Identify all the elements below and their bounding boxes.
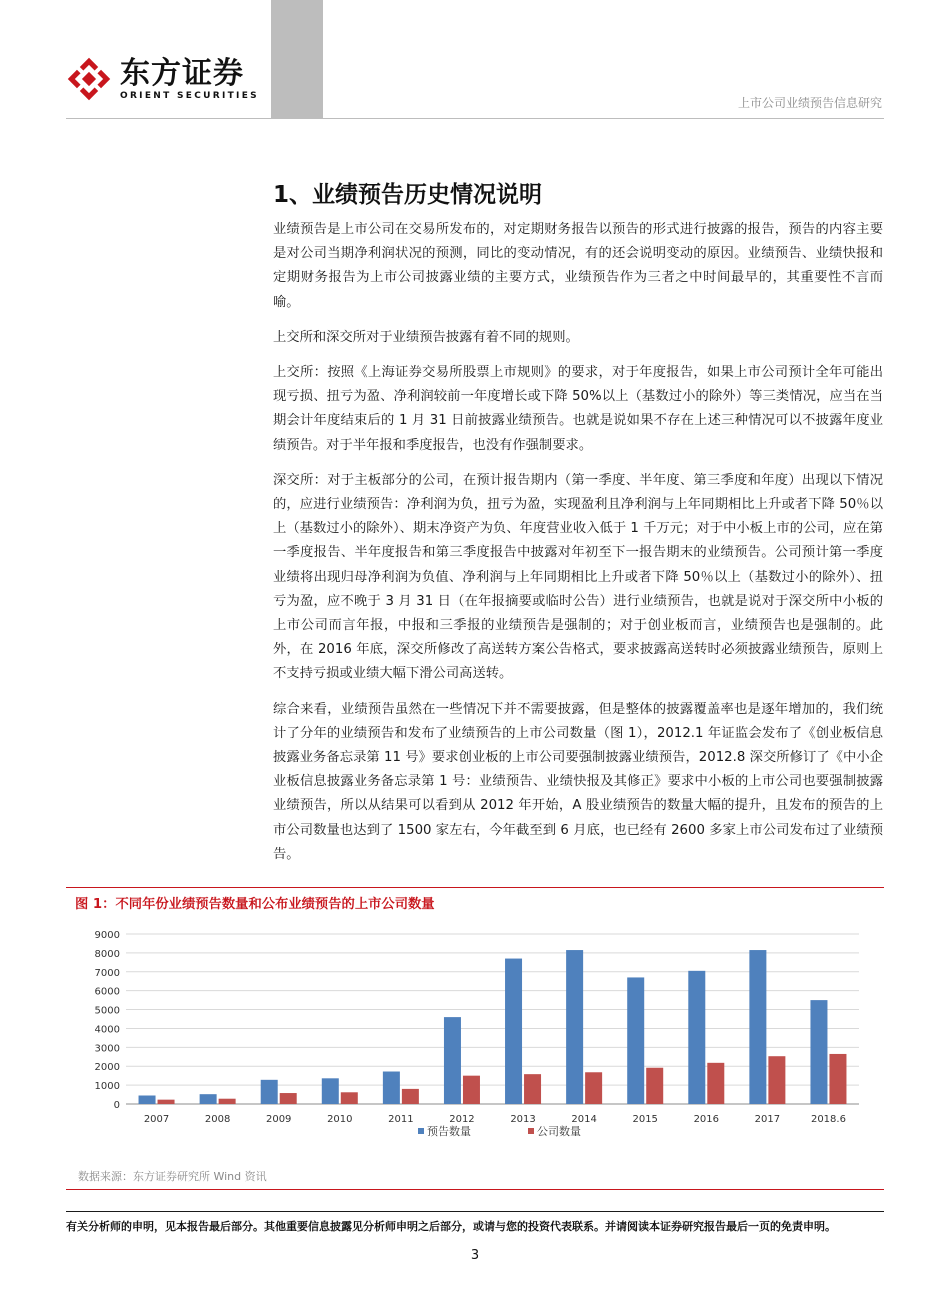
bar-company-count [219,1099,236,1104]
y-tick-label: 8000 [94,948,120,960]
legend-swatch [528,1128,534,1134]
x-tick-label: 2018.6 [810,1114,846,1125]
y-tick-label: 7000 [94,967,120,979]
bar-forecast-count [322,1078,339,1104]
legend-label: 预告数量 [427,1125,471,1138]
bar-company-count [402,1089,419,1104]
bar-forecast-count [566,950,583,1104]
logo-english-name: ORIENT SECURITIES [120,90,259,101]
y-tick-label: 4000 [94,1024,120,1036]
paragraph: 上交所和深交所对于业绩预告披露有着不同的规则。 [273,329,579,345]
body-text [273,218,883,878]
figure-bottom-rule [66,1189,884,1190]
figure-top-rule [66,887,884,888]
bar-company-count [463,1076,480,1104]
bar-chart [66,920,884,1152]
header-gray-band [271,0,323,118]
y-tick-label: 1000 [94,1081,120,1093]
paragraph: 深交所：对于主板部分的公司，在预计报告期内（第一季度、半年度、第三季度和年度）出现以下情况的，应进行业绩预告：净利润为负，扭亏为盈，实现盈利且净利润与上年同期相比上升或者下降 50％以上（基数过小的除外）、期末净资产为负、年度营业收入低于 1 千万元；对于中小板上市的公司，应在第一季度报告、半年度报告和第三季度报告中披露对年初至下一报告期末的业绩预告。公司预计第一季度业绩将出现归母净利润为负值、净利润与上年同期相比上升或者下降 50％以上（基数过小的除外）、扭亏为盈，应不晚于 3 月 31 日（在年报摘要或临时公告）进行业绩预告，也就是说对于深交所中小板的上市公司而言年报，中报和三季报的业绩预告是强制的；对于创业板而言，业绩预告也是强制的。此外，在 2016 年底，深交所修改了高送转方案公告格式，要求披露高送转时必须披露业绩预告，原则上不支持亏损或业绩大幅下滑公司高送转。 [273,472,883,682]
y-tick-label: 2000 [94,1062,120,1074]
header-divider [66,118,884,119]
bar-forecast-count [261,1080,278,1104]
x-tick-label: 2016 [693,1114,720,1125]
bar-forecast-count [688,971,705,1104]
y-tick-label: 0 [113,1100,120,1111]
bar-company-count [646,1068,663,1104]
bar-company-count [524,1074,541,1104]
y-tick-label: 3000 [94,1043,120,1055]
x-tick-label: 2017 [754,1114,781,1125]
bar-company-count [280,1093,297,1104]
bar-company-count [829,1054,846,1104]
x-tick-label: 2014 [571,1114,597,1125]
logo-chinese-name: 东方证券 [120,55,244,91]
y-tick-label: 9000 [94,930,120,941]
orient-logo-icon [66,56,112,102]
bar-forecast-count [383,1072,400,1104]
paragraph: 业绩预告是上市公司在交易所发布的，对定期财务报告以预告的形式进行披露的报告，预告的内容主要是对公司当期净利润状况的预测，同比的变动情况，有的还会说明变动的原因。业绩预告、业绩快报和定期财务报告为上市公司披露业绩的主要方式，业绩预告作为三者之中时间最早的，其重要性不言而喻。 [273,222,883,310]
bar-company-count [768,1056,785,1104]
x-tick-label: 2015 [632,1114,658,1125]
data-source: 数据来源：东方证券研究所 Wind 资讯 [78,1170,267,1183]
bar-company-count [585,1072,602,1104]
bar-forecast-count [444,1017,461,1104]
disclaimer-divider [66,1211,884,1212]
x-tick-label: 2012 [449,1114,475,1125]
x-tick-label: 2013 [510,1114,536,1125]
bar-company-count [707,1063,724,1104]
legend-label: 公司数量 [537,1125,581,1138]
figure-title: 图 1：不同年份业绩预告数量和公布业绩预告的上市公司数量 [75,897,435,912]
report-title: 上市公司业绩预告信息研究 [737,96,882,110]
x-tick-label: 2011 [388,1114,414,1125]
paragraph: 上交所：按照《上海证券交易所股票上市规则》的要求，对于年度报告，如果上市公司预计全年可能出现亏损、扭亏为盈、净利润较前一年度增长或下降 50%以上（基数过小的除外）等三类情况，应当在当期会计年度结束后的 1 月 31 日前披露业绩预告。也就是说如果不存在上述三种情况可以不披露年度业绩预告。对于半年报和季度报告，也没有作强制要求。 [273,365,883,453]
page-number: 3 [470,1248,480,1263]
x-tick-label: 2009 [265,1114,292,1125]
bar-forecast-count [627,977,644,1104]
disclaimer-text: 有关分析师的申明，见本报告最后部分。其他重要信息披露见分析师申明之后部分，或请与您的投资代表联系。并请阅读本证券研究报告最后一页的免责申明。 [66,1220,836,1233]
bar-forecast-count [200,1094,217,1104]
bar-forecast-count [749,950,766,1104]
x-tick-label: 2008 [204,1114,231,1125]
paragraph: 综合来看，业绩预告虽然在一些情况下并不需要披露，但是整体的披露覆盖率也是逐年增加的，我们统计了分年的业绩预告和发布了业绩预告的上市公司数量（图 1），2012.1 年证监会发布了《创业板信息披露业务备忘录第 11 号》要求创业板的上市公司要强制披露业绩预告，2012.8 深交所修订了《中小企业板信息披露业务备忘录第 1 号：业绩预告、业绩快报及其修正》要求中小板的上市公司也要强制披露业绩预告，所以从结果可以看到从 2012 年开始，A 股业绩预告的数量大幅的提升，且发布的预告的上市公司数量也达到了 1500 家左右，今年截至到 6 月底，也已经有 2600 多家上市公司发布过了业绩预告。 [273,701,883,862]
y-tick-label: 6000 [94,986,120,998]
company-logo [66,56,259,102]
bar-forecast-count [139,1096,156,1105]
y-tick-label: 5000 [94,1005,120,1017]
bar-forecast-count [810,1000,827,1104]
bar-forecast-count [505,959,522,1104]
bar-company-count [341,1092,358,1104]
x-tick-label: 2010 [327,1114,353,1125]
section-heading: 1、业绩预告历史情况说明 [273,182,543,208]
legend-swatch [418,1128,424,1134]
x-tick-label: 2007 [143,1114,170,1125]
bar-company-count [158,1100,175,1104]
